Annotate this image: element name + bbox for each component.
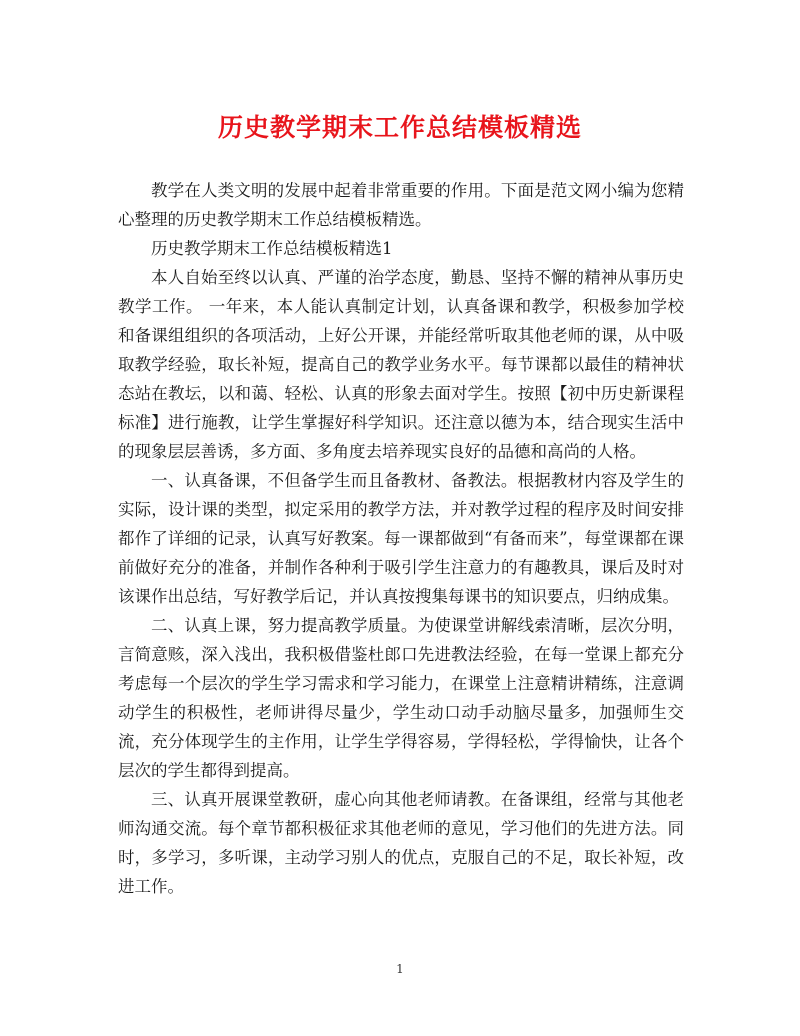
body-paragraph: 三、认真开展课堂教研，虚心向其他老师请教。在备课组，经常与其他老师沟通交流。每个章节都积极征求其他老师的意见，学习他们的先进方法。同时，多学习，多听课，主动学习别人的优点，克服自己的不足，取长补短，改进工作。 — [118, 790, 684, 896]
page-number: 1 — [396, 962, 404, 976]
section-heading: 历史教学期末工作总结模板精选1 — [151, 239, 393, 258]
document-body — [118, 176, 684, 901]
document-title: 历史教学期末工作总结模板精选 — [217, 113, 582, 142]
intro-paragraph: 教学在人类文明的发展中起着非常重要的作用。下面是范文网小编为您精心整理的历史教学期末工作总结模板精选。 — [118, 181, 684, 229]
body-paragraph: 本人自始至终以认真、严谨的治学态度，勤恳、坚持不懈的精神从事历史教学工作。 一年来，本人能认真制定计划，认真备课和教学，积极参加学校和备课组组织的各项活动，上好公开课，并能经常听取其他老师的课，从中吸取教学经验，取长补短，提高自己的教学业务水平。每节课都以最佳的精神状态站在教坛，以和蔼、轻松、认真的形象去面对学生。按照【初中历史新课程标准】进行施教，让学生掌握好科学知识。还注意以德为本，结合现实生活中的现象层层善诱，多方面、多角度去培养现实良好的品德和高尚的人格。 — [118, 268, 684, 461]
body-paragraph: 二、认真上课，努力提高教学质量。为使课堂讲解线索清晰，层次分明，言简意赅，深入浅出，我积极借鉴杜郎口先进教法经验，在每一堂课上都充分考虑每一个层次的学生学习需求和学习能力，在课堂上注意精讲精练，注意调动学生的积极性，老师讲得尽量少，学生动口动手动脑尽量多，加强师生交流，充分体现学生的主作用，让学生学得容易，学得轻松，学得愉快，让各个层次的学生都得到提高。 — [118, 616, 684, 780]
body-paragraph: 一、认真备课，不但备学生而且备教材、备教法。根据教材内容及学生的实际，设计课的类型，拟定采用的教学方法，并对教学过程的程序及时间安排都作了详细的记录，认真写好教案。每一课都做到“有备而来”，每堂课都在课前做好充分的准备，并制作各种利于吸引学生注意力的有趣教具，课后及时对该课作出总结，写好教学后记，并认真按搜集每课书的知识要点，归纳成集。 — [118, 471, 684, 606]
